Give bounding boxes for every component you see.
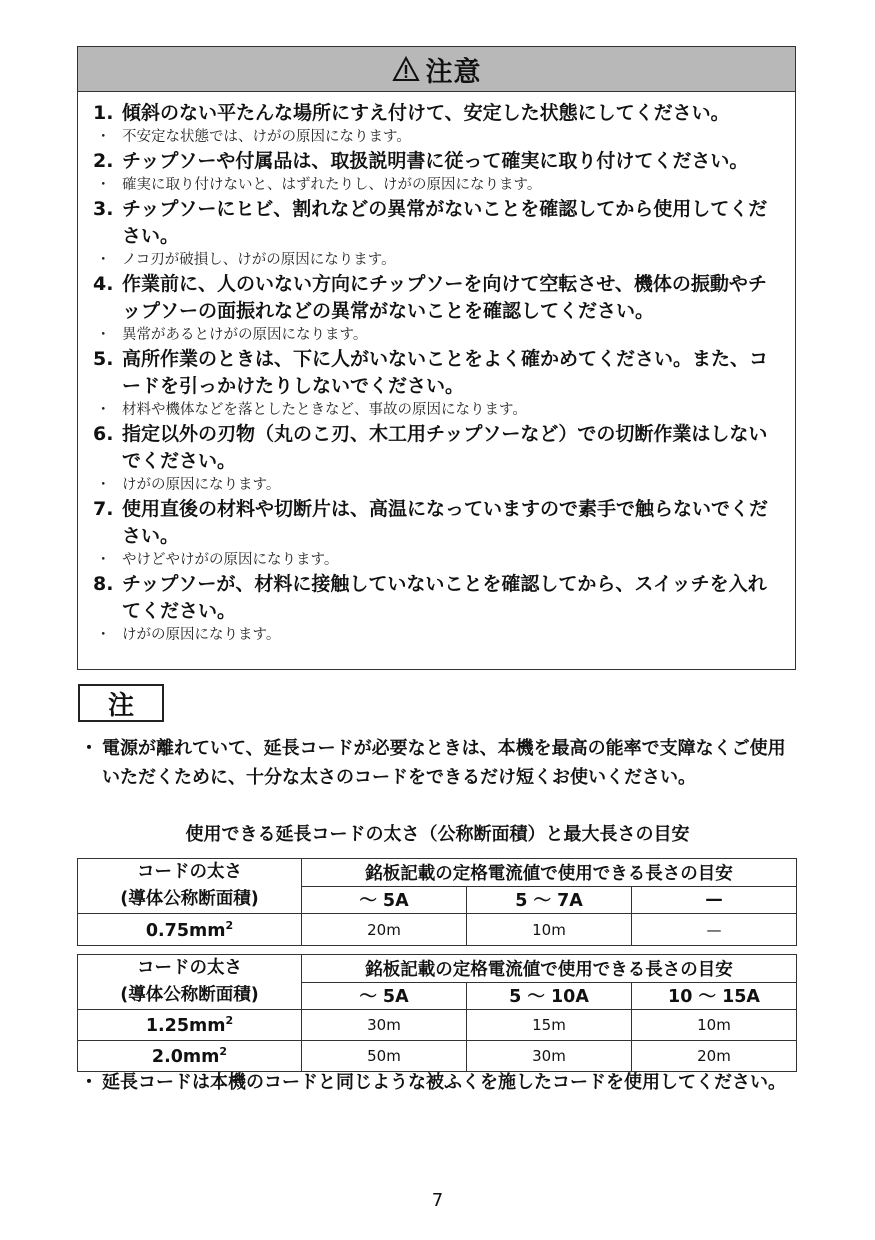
item-title: 高所作業のときは、下に人がいないことをよく確かめてください。また、コードを引っかけたりしないでください。 (122, 348, 769, 397)
current-header: 銘板記載の定格電流値で使用できる長さの目安 (302, 859, 797, 887)
cord-size: $2.0mm^2$ (78, 1041, 302, 1072)
item-title: 傾斜のない平たんな場所にすえ付けて、安定した状態にしてください。 (122, 102, 730, 124)
cord-size: $0.75mm^2$ (78, 914, 302, 946)
caution-item-7 (78, 496, 795, 550)
length-value: — (632, 914, 797, 946)
caution-item-6 (78, 421, 795, 475)
current-range: 5 ～ 10A (467, 982, 632, 1010)
cord-table-1 (77, 858, 797, 946)
item-note: ・ やけどやけがの原因になります。 (96, 552, 339, 568)
caution-title: 注意 (425, 56, 482, 88)
length-value: 20m (302, 914, 467, 946)
current-range: ～ 5A (302, 886, 467, 914)
length-value: 20m (632, 1041, 797, 1072)
item-number: 3. (93, 198, 114, 220)
cord-size: $1.25mm^2$ (78, 1010, 302, 1041)
current-range: ～ 5A (302, 982, 467, 1010)
cord-table-2 (77, 954, 797, 1072)
caution-item-5 (78, 346, 795, 400)
warning-triangle-icon (392, 56, 420, 82)
table-row (78, 914, 797, 946)
caution-header (78, 47, 795, 92)
current-range: 5 ～ 7A (467, 886, 632, 914)
page-number: 7 (431, 1190, 444, 1211)
length-value: 30m (467, 1041, 632, 1072)
caution-box (77, 46, 796, 670)
item-number: 2. (93, 150, 114, 172)
note-bullet-2: ・ 延長コードは本機のコードと同じような被ふくを施したコードを使用してください。 (80, 1072, 786, 1093)
current-header: 銘板記載の定格電流値で使用できる長さの目安 (302, 955, 797, 983)
cord-size-header: コードの太さ (導体公称断面積) (78, 955, 302, 1010)
length-value: 30m (302, 1010, 467, 1041)
cord-size-header: コードの太さ (導体公称断面積) (78, 859, 302, 914)
item-note: ・ 不安定な状態では、けがの原因になります。 (96, 129, 411, 145)
item-note: ・ ノコ刃が破損し、けがの原因になります。 (96, 252, 396, 268)
item-title: チップソーや付属品は、取扱説明書に従って確実に取り付けてください。 (122, 150, 749, 172)
item-number: 7. (93, 498, 114, 520)
caution-item-1 (78, 100, 795, 127)
caution-item-3 (78, 196, 795, 250)
length-value: 15m (467, 1010, 632, 1041)
table-row (78, 1010, 797, 1041)
item-note: ・ けがの原因になります。 (96, 477, 281, 493)
current-range: — (632, 886, 797, 914)
table-caption: 使用できる延長コードの太さ（公称断面積）と最大長さの目安 (185, 824, 690, 845)
length-value: 50m (302, 1041, 467, 1072)
item-note: ・ 確実に取り付けないと、はずれたりし、けがの原因になります。 (96, 177, 542, 193)
caution-list (78, 92, 795, 646)
item-title: 作業前に、人のいない方向にチップソーを向けて空転させ、機体の振動やチップソーの面振れなどの異常がないことを確認してください。 (122, 273, 767, 322)
caution-item-8 (78, 571, 795, 625)
note-bullet-1: ・ 電源が離れていて、延長コードが必要なときは、本機を最高の能率で支障なくご使用いただくために、十分な太さのコードをできるだけ短くお使いください。 (80, 738, 786, 788)
item-number: 4. (93, 273, 114, 295)
caution-item-4 (78, 271, 795, 325)
item-title: 指定以外の刃物（丸のこ刃、木工用チップソーなど）での切断作業はしないでください。 (122, 423, 768, 472)
item-note: ・ 材料や機体などを落としたときなど、事故の原因になります。 (96, 402, 527, 418)
length-value: 10m (632, 1010, 797, 1041)
item-number: 8. (93, 573, 114, 595)
current-range: 10 ～ 15A (632, 982, 797, 1010)
item-number: 6. (93, 423, 114, 445)
item-note: ・ けがの原因になります。 (96, 627, 281, 643)
item-title: チップソーにヒビ、割れなどの異常がないことを確認してから使用してください。 (122, 198, 768, 247)
length-value: 10m (467, 914, 632, 946)
item-title: チップソーが、材料に接触していないことを確認してから、スイッチを入れてください。 (122, 573, 767, 622)
item-note: ・ 異常があるとけがの原因になります。 (96, 327, 368, 343)
table-row (78, 1041, 797, 1072)
item-number: 5. (93, 348, 114, 370)
item-title: 使用直後の材料や切断片は、高温になっていますので素手で触らないでください。 (122, 498, 769, 547)
caution-item-2 (78, 148, 795, 175)
note-label: 注 (78, 684, 164, 722)
item-number: 1. (93, 102, 114, 124)
